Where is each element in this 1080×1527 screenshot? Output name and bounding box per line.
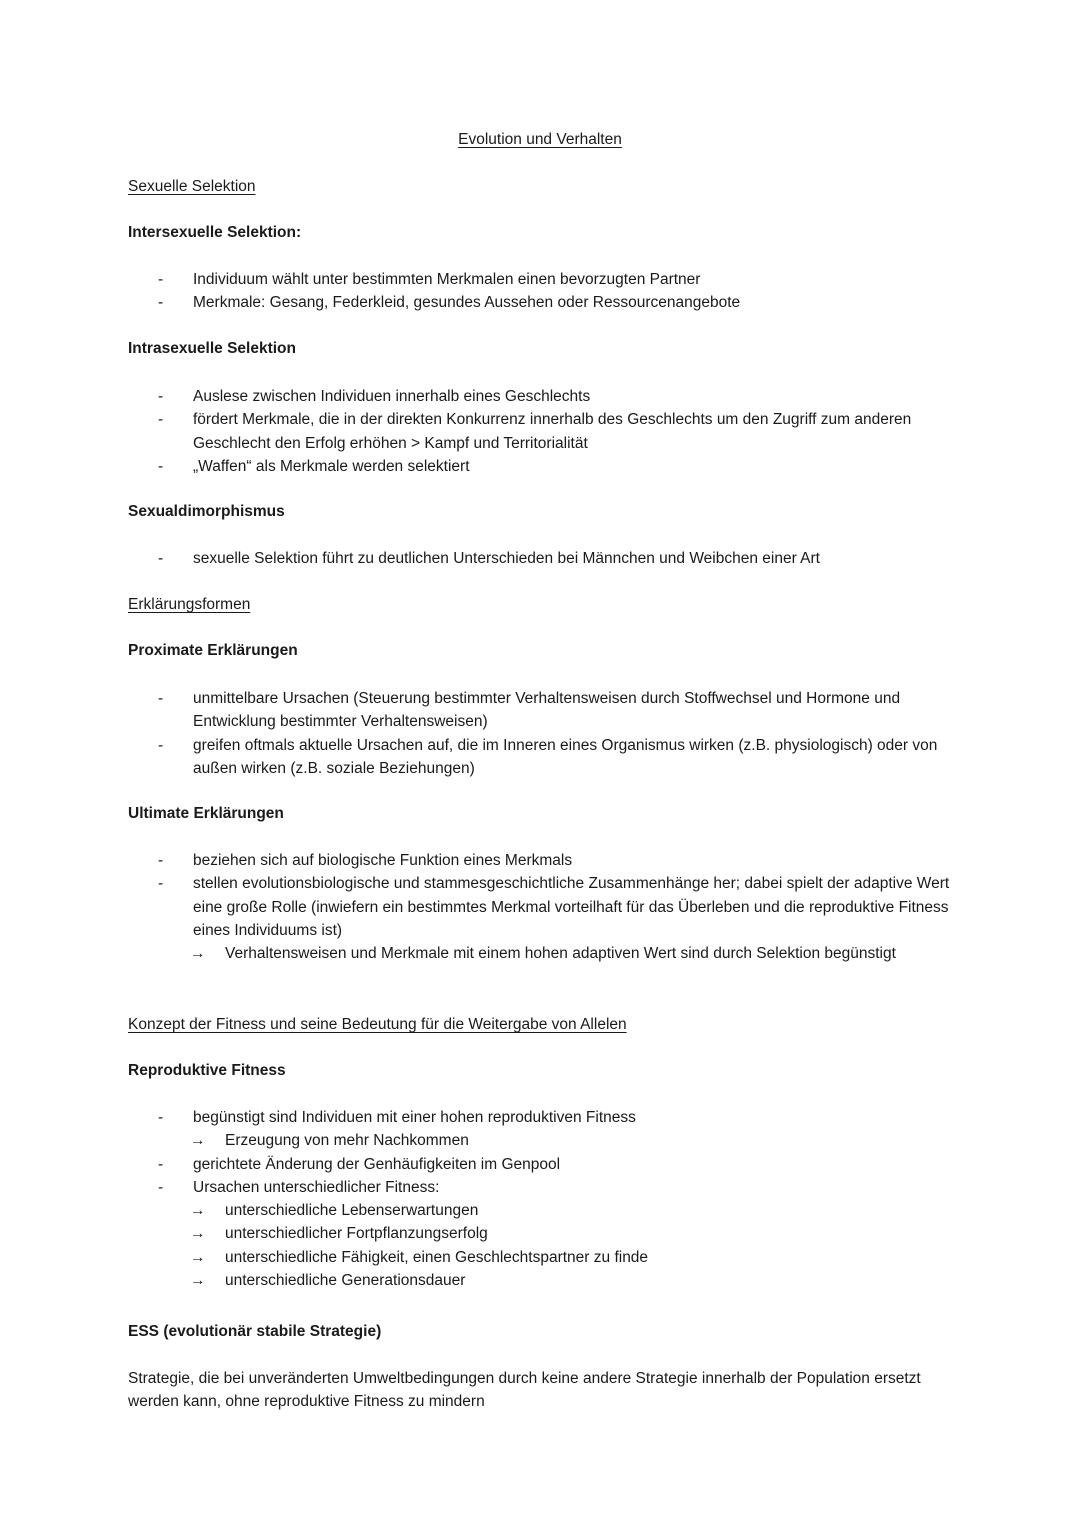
arrow-right-icon: → [190,1225,206,1243]
section-title-sexuelle-selektion: Sexuelle Selektion [128,178,256,195]
arrow-item [160,1129,958,1152]
list-item: - beziehen sich auf biologische Funktion eines Merkmals [128,849,958,872]
heading-ess: ESS (evolutionär stabile Strategie) [128,1323,382,1340]
list-item: - gerichtete Änderung der Genhäufigkeiten im Genpool [128,1153,958,1176]
list-item-text: stellen evolutionsbiologische und stammesgeschichtliche Zusammenhänge her; dabei spielt der adaptive Wert eine große Rolle (inwiefern ein bestimmtes Merkmal vorteilhaft für das Überleben und die reproduktive Fitness eines Individuums ist) [193,875,950,939]
arrow-item-text: unterschiedliche Lebenserwartungen [225,1202,479,1220]
arrow-right-icon: → [190,1132,206,1150]
list-ultimate [128,849,958,965]
list-item: - sexuelle Selektion führt zu deutlichen Unterschieden bei Männchen und Weibchen einer Art [128,547,958,570]
list-intersexuelle [128,268,958,315]
list-proximate [128,687,958,780]
arrow-right-icon: → [190,945,206,963]
list-item: - Merkmale: Gesang, Federkleid, gesundes Aussehen oder Ressourcenangebote [128,291,958,314]
list-item: - fördert Merkmale, die in der direkten Konkurrenz innerhalb des Geschlechts um den Zugriff zum anderen Geschlecht den Erfolg erhöhen > Kampf und Territorialität [128,408,958,455]
list-intrasexuelle [128,385,958,478]
arrow-item-text: Erzeugung von mehr Nachkommen [225,1132,469,1150]
list-item: - Auslese zwischen Individuen innerhalb eines Geschlechts [128,385,958,408]
document-title: Evolution und Verhalten [458,131,622,148]
paragraph-ess-definition: Strategie, die bei unveränderten Umweltbedingungen durch keine andere Strategie innerhalb der Population ersetzt werden kann, ohne reproduktive Fitness zu mindern [128,1370,921,1410]
heading-intersexuelle-selektion: Intersexuelle Selektion: [128,224,302,241]
section-title-erklaerungsformen: Erklärungsformen [128,596,251,613]
arrow-right-icon: → [190,1202,206,1220]
list-item [128,1176,958,1292]
list-item: - unmittelbare Ursachen (Steuerung bestimmter Verhaltensweisen durch Stoffwechsel und Hormone und Entwicklung bestimmter Verhaltensweisen) [128,687,958,734]
list-item [128,872,958,965]
arrow-item [160,1269,958,1292]
arrow-item-text: Verhaltensweisen und Merkmale mit einem hohen adaptiven Wert sind durch Selektion begünstigt [225,945,896,963]
list-item: - Individuum wählt unter bestimmten Merkmalen einen bevorzugten Partner [128,268,958,291]
list-item: - „Waffen“ als Merkmale werden selektiert [128,455,958,478]
arrow-item-text: unterschiedliche Fähigkeit, einen Geschlechtspartner zu finde [225,1248,649,1266]
heading-ultimate-erklaerungen: Ultimate Erklärungen [128,805,284,822]
list-item [128,1106,958,1153]
list-item-text: Ursachen unterschiedlicher Fitness: [193,1178,440,1196]
list-sexualdimorphismus [128,547,958,570]
arrow-item [160,1199,958,1222]
arrow-right-icon: → [190,1272,206,1290]
document-page [128,0,958,1527]
list-reproduktive-fitness [128,1106,958,1292]
section-title-konzept-der-fitness: Konzept der Fitness und seine Bedeutung für die Weitergabe von Allelen [128,1016,627,1033]
arrow-item-text: unterschiedlicher Fortpflanzungserfolg [225,1225,488,1243]
arrow-item [160,1246,958,1269]
arrow-item [160,1222,958,1245]
heading-intrasexuelle-selektion: Intrasexuelle Selektion [128,340,296,357]
arrow-right-icon: → [190,1248,206,1266]
list-item-text: begünstigt sind Individuen mit einer hohen reproduktiven Fitness [193,1109,636,1126]
heading-proximate-erklaerungen: Proximate Erklärungen [128,642,298,659]
heading-reproduktive-fitness: Reproduktive Fitness [128,1062,286,1079]
list-item: - greifen oftmals aktuelle Ursachen auf, die im Inneren eines Organismus wirken (z.B. physiologisch) oder von außen wirken (z.B. soziale Beziehungen) [128,734,958,781]
heading-sexualdimorphismus: Sexualdimorphismus [128,503,285,520]
arrow-item [160,942,958,965]
arrow-item-text: unterschiedliche Generationsdauer [225,1272,466,1290]
